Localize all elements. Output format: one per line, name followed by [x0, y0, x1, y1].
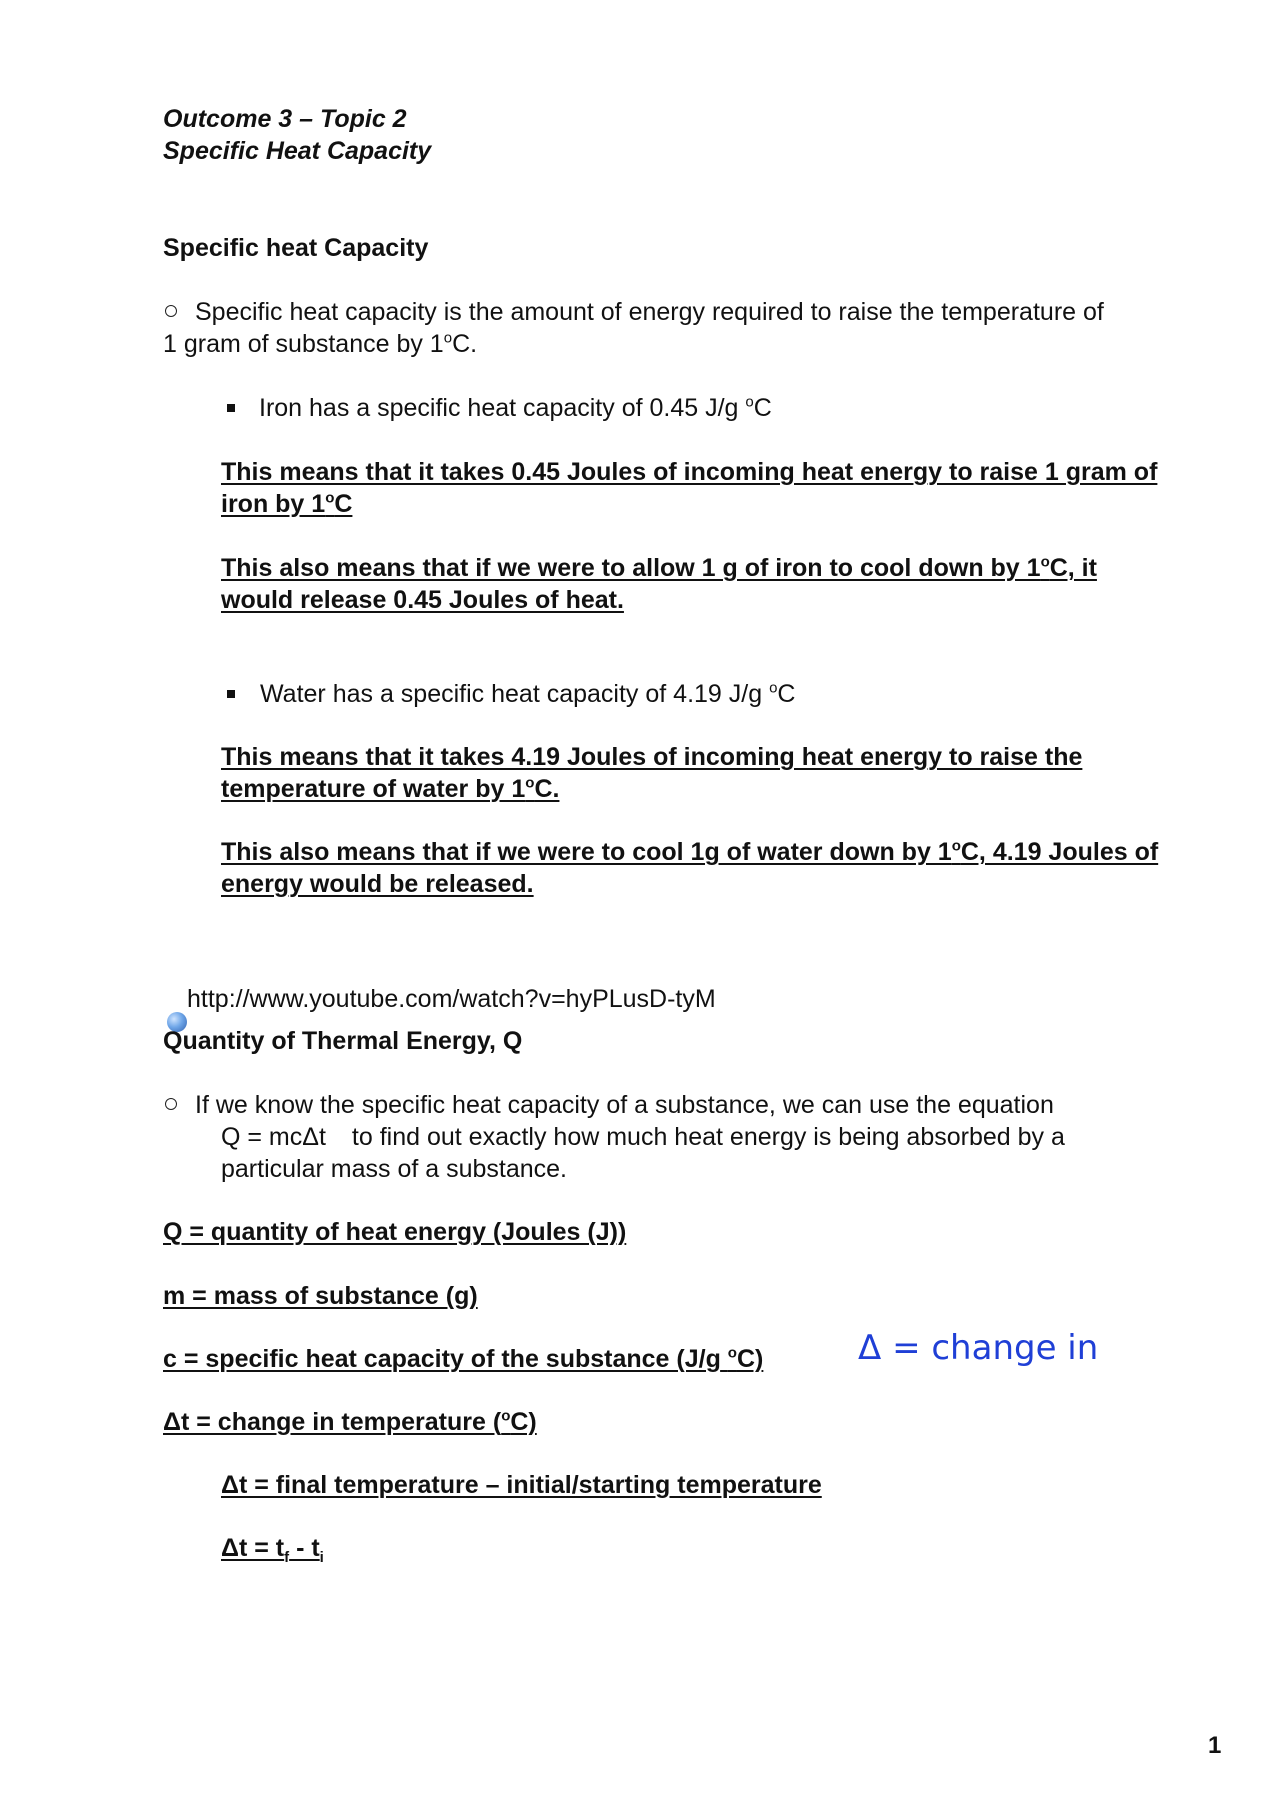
outcome-title: Outcome 3 – Topic 2	[163, 105, 407, 133]
delta-t-final-minus-initial: Δt = final temperature – initial/starting temperature	[221, 1471, 822, 1499]
definition-c: c = specific heat capacity of the substance (J/g $^o$C)	[163, 1344, 764, 1373]
iron-means-line-2: iron by 1$^o$C	[221, 489, 353, 518]
section-heading-thermal-energy: Quantity of Thermal Energy, Q	[163, 1027, 523, 1055]
youtube-link[interactable]: http://www.youtube.com/watch?v=hyPLusD-tyM	[187, 985, 716, 1013]
intro-line-2: Q = mcΔt to find out exactly how much heat energy is being absorbed by a	[221, 1123, 1065, 1151]
intro-line-3: particular mass of a substance.	[221, 1155, 567, 1183]
handwritten-annotation: Δ = change in	[858, 1328, 1099, 1368]
section-heading-specific-heat: Specific heat Capacity	[163, 234, 429, 262]
definition-line-2: 1 gram of substance by 1$^o$C.	[163, 329, 478, 358]
delta-t-formula: $\Delta t = t_f - t_i$	[221, 1534, 324, 1566]
water-means-line-2: temperature of water by 1$^o$C.	[221, 774, 560, 803]
definition-line-1: Specific heat capacity is the amount of energy required to raise the temperature of	[195, 298, 1104, 326]
iron-means-line-1: This means that it takes 0.45 Joules of incoming heat energy to raise 1 gram of	[221, 458, 1158, 486]
equation: Q = mcΔt	[221, 1123, 326, 1151]
water-means-line-1: This means that it takes 4.19 Joules of incoming heat energy to raise the	[221, 743, 1083, 771]
topic-title: Specific Heat Capacity	[163, 137, 432, 165]
iron-also-line-1: This also means that if we were to allow 1 g of iron to cool down by 1$^o$C, it	[221, 553, 1097, 582]
water-also-line-1: This also means that if we were to cool 1g of water down by 1$^o$C, 4.19 Joules of	[221, 837, 1159, 866]
circle-bullet-icon	[165, 1098, 177, 1110]
intro-line-1: If we know the specific heat capacity of a substance, we can use the equation	[195, 1091, 1054, 1119]
iron-bullet: Iron has a specific heat capacity of 0.45 J/g $^o$C	[259, 393, 772, 422]
definition-q: Q = quantity of heat energy (Joules (J))	[163, 1218, 627, 1246]
definition-m: m = mass of substance (g)	[163, 1282, 478, 1310]
circle-bullet-icon	[165, 305, 177, 317]
definition-delta-t: Δt = change in temperature ($^o$C)	[163, 1407, 537, 1436]
water-bullet: Water has a specific heat capacity of 4.19 J/g $^o$C	[260, 679, 796, 708]
square-bullet-icon	[227, 404, 235, 412]
square-bullet-icon	[227, 690, 235, 698]
water-also-line-2: energy would be released.	[221, 870, 534, 898]
iron-also-line-2: would release 0.45 Joules of heat.	[221, 586, 624, 614]
page-number: 1	[1208, 1732, 1222, 1759]
